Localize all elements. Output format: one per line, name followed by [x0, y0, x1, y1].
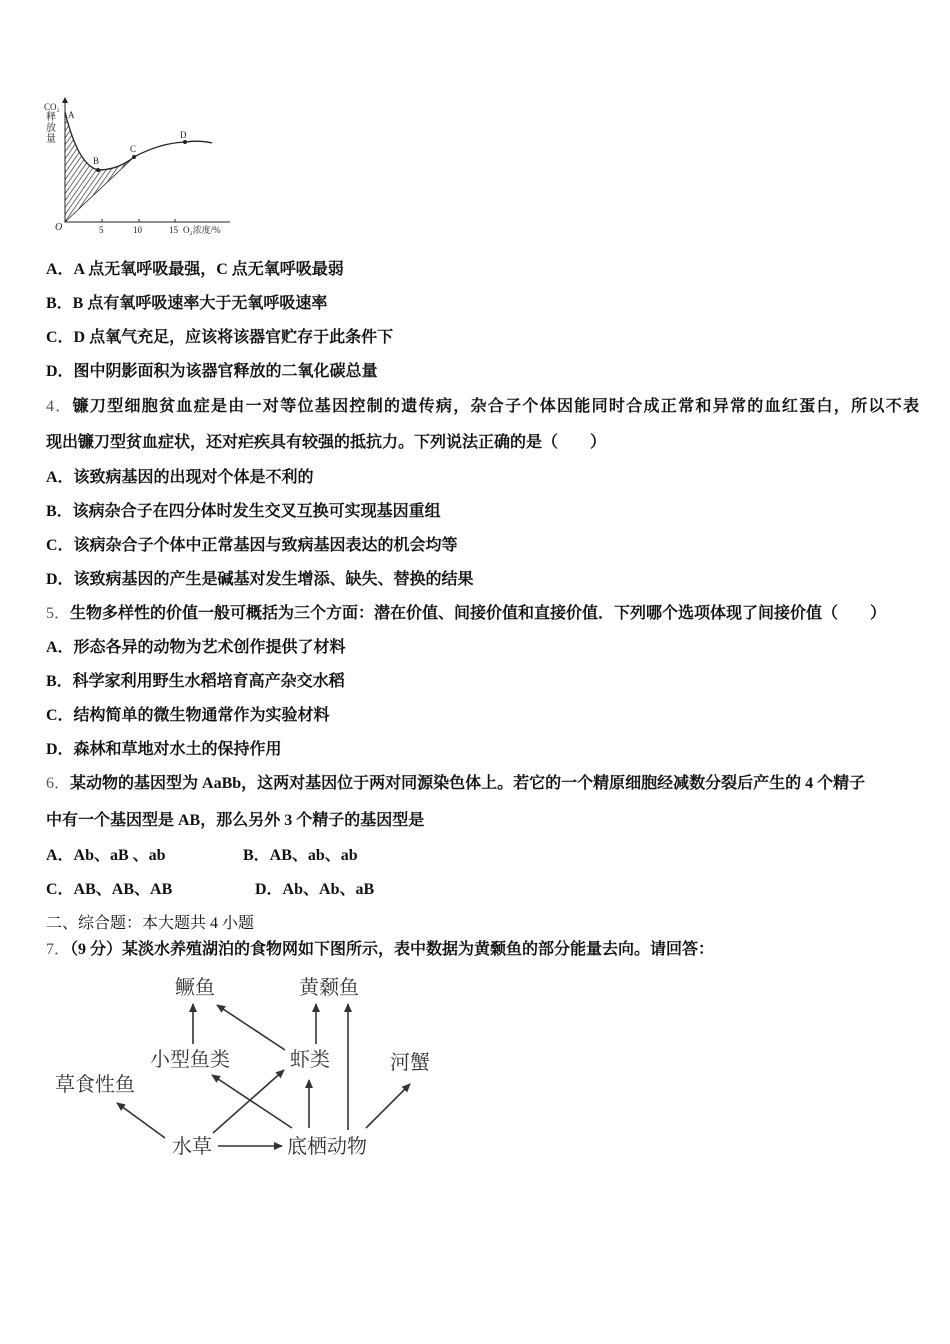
- q4-stem-line-2: 现出镰刀型贫血症状，还对疟疾具有较强的抵抗力。下列说法正确的是（ ）: [46, 434, 607, 451]
- q6-number: 6．: [46, 775, 71, 792]
- shaded-area: [65, 112, 137, 222]
- q5-stem: [46, 604, 886, 624]
- point-d: [183, 140, 187, 144]
- q5-option-b: B．科学家利用野生水稻培育高产杂交水稻: [46, 673, 345, 690]
- q5-option-d: D．森林和草地对水土的保持作用: [46, 741, 282, 758]
- arrow-shrimp-to-mandarin-fish: [217, 1005, 285, 1050]
- q4-option-b: B．该病杂合子在四分体时发生交叉互换可实现基因重组: [46, 503, 441, 520]
- y-label-unit: CO₂: [44, 102, 60, 112]
- q3-option-a: A．A 点无氧呼吸最强，C 点无氧呼吸最弱: [46, 261, 344, 278]
- x-axis-label: O₂浓度/%: [183, 225, 221, 235]
- q6-option-c: C．AB、AB、AB: [46, 881, 173, 898]
- q4-stem-text-1: 镰刀型细胞贫血症是由一对等位基因控制的遗传病，杂合子个体因能同时合成正常和异常的血红蛋白，所以不表: [72, 398, 921, 415]
- q4-option-d: D．该致病基因的产生是碱基对发生增添、缺失、替换的结果: [46, 571, 474, 588]
- q4-option-a: A．该致病基因的出现对个体是不利的: [46, 469, 314, 486]
- q5-number: 5．: [46, 605, 71, 622]
- node-crab: 河蟹: [390, 1050, 430, 1074]
- node-yellow-catfish: 黄颡鱼: [299, 975, 359, 999]
- point-c: [132, 155, 136, 159]
- point-label-a: A: [68, 110, 75, 120]
- point-label-d: D: [180, 130, 187, 140]
- node-aquatic-plants: 水草: [172, 1134, 212, 1158]
- q3-option-c: C．D 点氧气充足，应该将该器官贮存于此条件下: [46, 329, 394, 346]
- y-axis-label: 释放量: [46, 112, 56, 145]
- q6-option-b: B．AB、ab、ab: [243, 847, 358, 864]
- arrow-plants-to-herbivorous-fish: [117, 1103, 165, 1138]
- arrow-benthic-to-small-fish: [212, 1075, 292, 1128]
- q7-stem-text: （9 分）某淡水养殖湖泊的食物网如下图所示，表中数据为黄颡鱼的部分能量去向。请回答：: [70, 941, 715, 958]
- node-shrimp: 虾类: [290, 1047, 330, 1071]
- point-label-b: B: [93, 156, 100, 166]
- origin-label: O: [55, 222, 63, 233]
- q4-stem-line-1: [46, 397, 920, 417]
- q5-option-a: A．形态各异的动物为艺术创作提供了材料: [46, 639, 346, 656]
- section-heading: 二、综合题：本大题共 4 小题: [46, 915, 255, 932]
- q7-number: 7．: [46, 941, 71, 958]
- node-benthic-animals: 底栖动物: [287, 1134, 367, 1158]
- node-small-fish: 小型鱼类: [150, 1047, 230, 1071]
- x-tick-label-15: 15: [169, 225, 178, 235]
- q6-stem-line-2: 中有一个基因型是 AB，那么另外 3 个精子的基因型是: [46, 812, 425, 829]
- q5-stem-text: 生物多样性的价值一般可概括为三个方面：潜在价值、间接价值和直接价值．下列哪个选项体现了间接价值（ ）: [70, 605, 887, 622]
- q3-option-d: D．图中阴影面积为该器官释放的二氧化碳总量: [46, 363, 378, 380]
- q6-stem-line-1: [46, 774, 865, 794]
- point-label-c: C: [130, 144, 137, 154]
- x-tick-label-10: 10: [133, 225, 142, 235]
- point-b: [96, 168, 100, 172]
- co2-curve: [65, 112, 212, 170]
- node-mandarin-fish: 鳜鱼: [175, 975, 215, 999]
- x-tick-label-5: 5: [99, 225, 104, 235]
- arrow-plants-to-shrimp: [213, 1070, 284, 1133]
- q6-stem-text-1: 某动物的基因型为 AaBb，这两对基因位于两对同源染色体上。若它的一个精原细胞经减数分裂后产生的 4 个精子: [70, 775, 866, 792]
- co2-release-chart: [0, 0, 250, 240]
- q5-option-c: C．结构简单的微生物通常作为实验材料: [46, 707, 330, 724]
- q6-option-a: A．Ab、aB 、ab: [46, 847, 166, 864]
- arrow-benthic-to-crab: [366, 1084, 410, 1128]
- node-herbivorous-fish: 草食性鱼: [55, 1072, 135, 1096]
- q3-option-b: B．B 点有氧呼吸速率大于无氧呼吸速率: [46, 295, 328, 312]
- q4-number: 4．: [46, 398, 73, 415]
- q4-option-c: C．该病杂合子个体中正常基因与致病基因表达的机会均等: [46, 537, 458, 554]
- q6-option-d: D．Ab、Ab、aB: [255, 881, 375, 898]
- q7-stem: [46, 940, 714, 960]
